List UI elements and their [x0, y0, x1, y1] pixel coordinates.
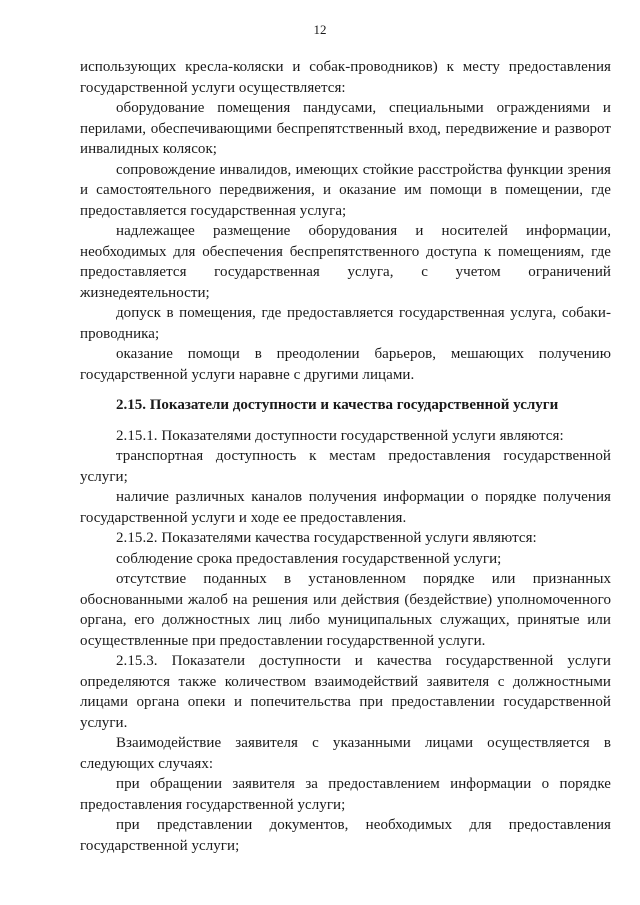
paragraph: транспортная доступность к местам предоставления государственной услуги; — [80, 448, 611, 485]
paragraph: соблюдение срока предоставления государственной услуги; — [116, 550, 502, 567]
paragraph: Взаимодействие заявителя с указанными лицами осуществляется в следующих случаях: — [80, 735, 611, 772]
paragraph: 2.15.3. Показатели доступности и качества государственной услуги определяются также количеством взаимодействий заявителя с должностными лицами органа опеки и попечительства при предоставлении государственной услуги. — [80, 653, 611, 731]
paragraph: надлежащее размещение оборудования и носителей информации, необходимых для обеспечения беспрепятственного доступа к помещениям, где предоставляется государственная услуга, с учетом ограничений жизнедеятельности; — [80, 223, 611, 301]
paragraph: при обращении заявителя за предоставлением информации о порядке предоставления государственной услуги; — [80, 776, 611, 813]
paragraph: 2.15.2. Показателями качества государственной услуги являются: — [116, 530, 537, 546]
paragraph: оказание помощи в преодолении барьеров, мешающих получению государственной услуги наравне с другими лицами. — [80, 346, 611, 383]
document-body — [80, 57, 611, 856]
paragraph: при представлении документов, необходимых для предоставления государственной услуги; — [80, 817, 611, 854]
paragraph: допуск в помещения, где предоставляется государственная услуга, собаки-проводника; — [80, 305, 611, 342]
paragraph: сопровождение инвалидов, имеющих стойкие расстройства функции зрения и самостоятельного передвижения, и оказание им помощи в помещении, где предоставляется государственная услуга; — [80, 161, 611, 219]
paragraph: отсутствие поданных в установленном порядке или признанных обоснованными жалоб на решения или действия (бездействие) уполномоченного органа, его должностных лиц либо муниципальных служащих, принятые или осуществленные при предоставлении государственной услуги. — [80, 571, 611, 649]
paragraph: оборудование помещения пандусами, специальными ограждениями и перилами, обеспечивающими беспрепятственный вход, передвижение и разворот инвалидных колясок; — [80, 100, 611, 157]
section-heading: 2.15. Показатели доступности и качества государственной услуги — [116, 397, 559, 413]
page-number: 12 — [313, 22, 327, 37]
paragraph: наличие различных каналов получения информации о порядке получения государственной услуги и ходе ее предоставления. — [80, 489, 611, 526]
paragraph: 2.15.1. Показателями доступности государственной услуги являются: — [116, 427, 564, 444]
paragraph: использующих кресла-коляски и собак-проводников) к месту предоставления государственной услуги осуществляется: — [80, 59, 611, 96]
paragraphs-before-heading — [80, 57, 611, 385]
paragraphs-after-heading — [80, 426, 611, 857]
